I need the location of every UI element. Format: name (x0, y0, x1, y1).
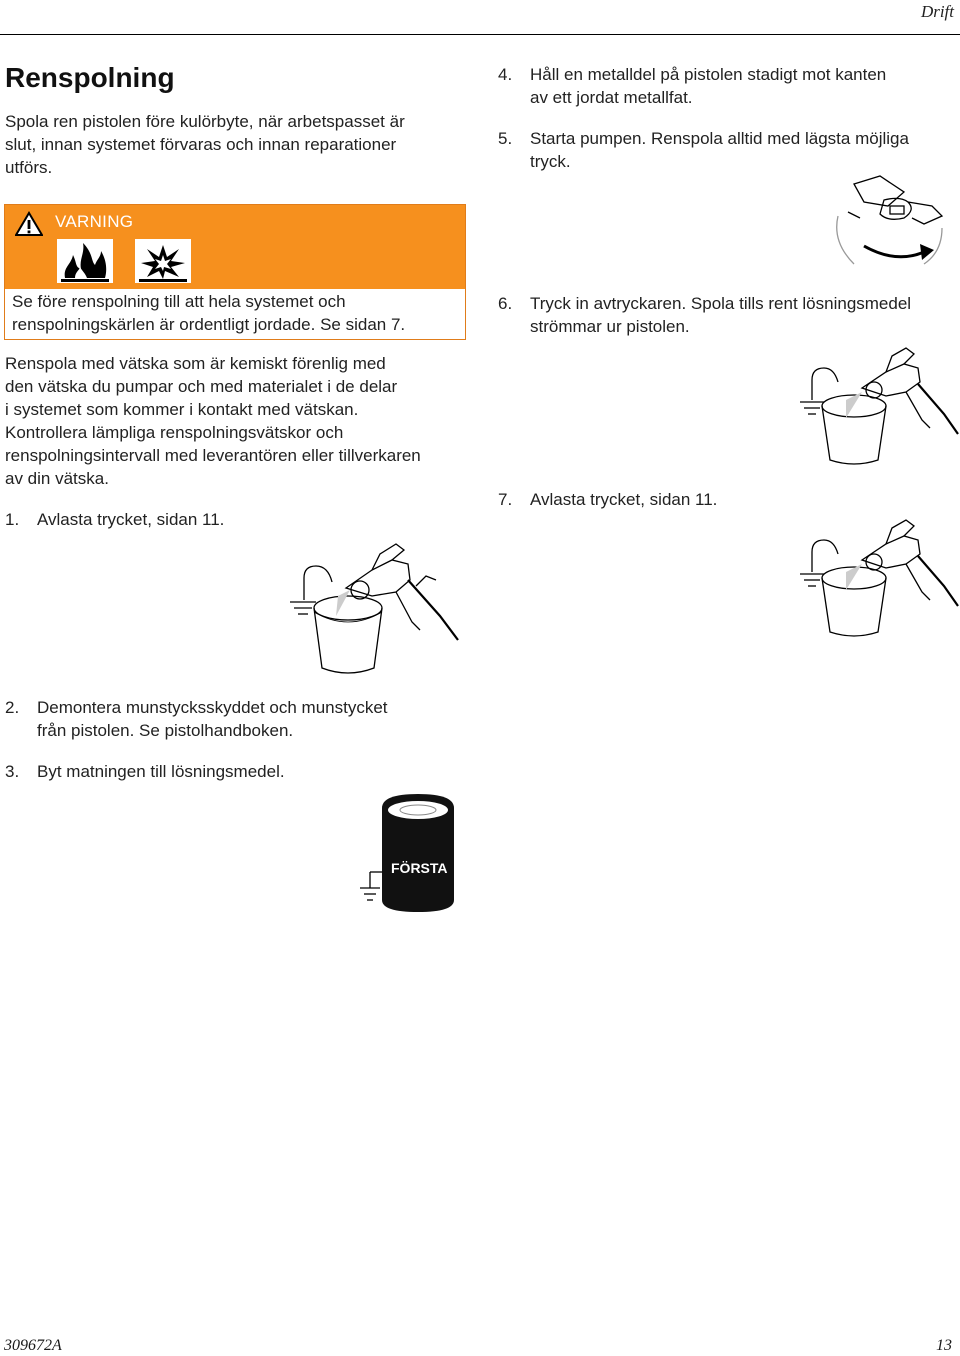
body-line: renspolningsintervall med leverantören eller tillverkaren (5, 446, 421, 465)
warning-line: Se före renspolning till att hela systemet och (12, 292, 346, 311)
step-text (530, 63, 958, 109)
doc-number: 309672A (4, 1337, 62, 1354)
step-6 (498, 292, 958, 338)
solvent-pail-illustration (356, 788, 466, 918)
step-text: Byt matningen till lösningsmedel. (37, 762, 285, 781)
step-5 (498, 127, 958, 173)
step-text (530, 292, 958, 338)
intro-line: utförs. (5, 158, 53, 177)
warning-text (12, 290, 405, 336)
section-title: Renspolning (5, 62, 175, 93)
gun-flushing-illustration-1 (790, 340, 960, 470)
step-3 (5, 760, 465, 783)
step-number: 4. (498, 65, 513, 84)
step-2 (5, 696, 465, 742)
step-number: 2. (5, 698, 20, 717)
body-line: i systemet som kommer i kontakt med vätskan. (5, 400, 359, 419)
step-line: strömmar ur pistolen. (530, 317, 690, 336)
running-header: Drift (920, 2, 954, 21)
step-4 (498, 63, 958, 109)
step-line: Håll en metalldel på pistolen stadigt mot kanten (530, 65, 887, 84)
step-number: 6. (498, 294, 513, 313)
body-line: Kontrollera lämpliga renspolningsvätskor och (5, 423, 344, 442)
step-text: Avlasta trycket, sidan 11. (37, 510, 225, 529)
pressure-knob-illustration (824, 172, 954, 278)
step-7 (498, 488, 958, 511)
pail-label: FÖRSTA (391, 860, 448, 876)
body-line: den vätska du pumpar och med materialet i de delar (5, 377, 398, 396)
step-text (530, 127, 958, 173)
intro-line: Spola ren pistolen före kulörbyte, när arbetspasset är (5, 112, 405, 131)
step-line: av ett jordat metallfat. (530, 88, 693, 107)
warning-label: VARNING (55, 212, 134, 231)
step-number: 7. (498, 490, 513, 509)
body-line: Renspola med vätska som är kemiskt förenlig med (5, 354, 386, 373)
gun-in-pail-illustration (276, 530, 466, 680)
warning-triangle-icon (15, 211, 43, 237)
step-number: 3. (5, 762, 20, 781)
gun-flushing-illustration-2 (790, 512, 960, 642)
step-text (37, 696, 465, 742)
intro-paragraph (5, 110, 465, 179)
body-line: av din vätska. (5, 469, 109, 488)
page-number: 13 (936, 1337, 952, 1354)
step-line: tryck. (530, 152, 571, 171)
warning-header (5, 205, 465, 289)
warning-line: renspolningskärlen är ordentligt jordade. Se sidan 7. (12, 315, 406, 334)
explosion-hazard-icon (135, 239, 191, 283)
step-number: 1. (5, 510, 20, 529)
step-line: Starta pumpen. Renspola alltid med lägsta möjliga (530, 129, 909, 148)
step-line: från pistolen. Se pistolhandboken. (37, 721, 294, 740)
fire-hazard-icon (57, 239, 113, 283)
body-paragraph (5, 352, 465, 490)
intro-line: slut, innan systemet förvaras och innan reparationer (5, 135, 397, 154)
step-number: 5. (498, 129, 513, 148)
warning-box (4, 204, 466, 340)
step-1 (5, 508, 465, 531)
step-line: Demontera munstycksskyddet och munstycket (37, 698, 388, 717)
header-rule (0, 34, 960, 35)
step-line: Tryck in avtryckaren. Spola tills rent lösningsmedel (530, 294, 912, 313)
step-text: Avlasta trycket, sidan 11. (530, 490, 718, 509)
